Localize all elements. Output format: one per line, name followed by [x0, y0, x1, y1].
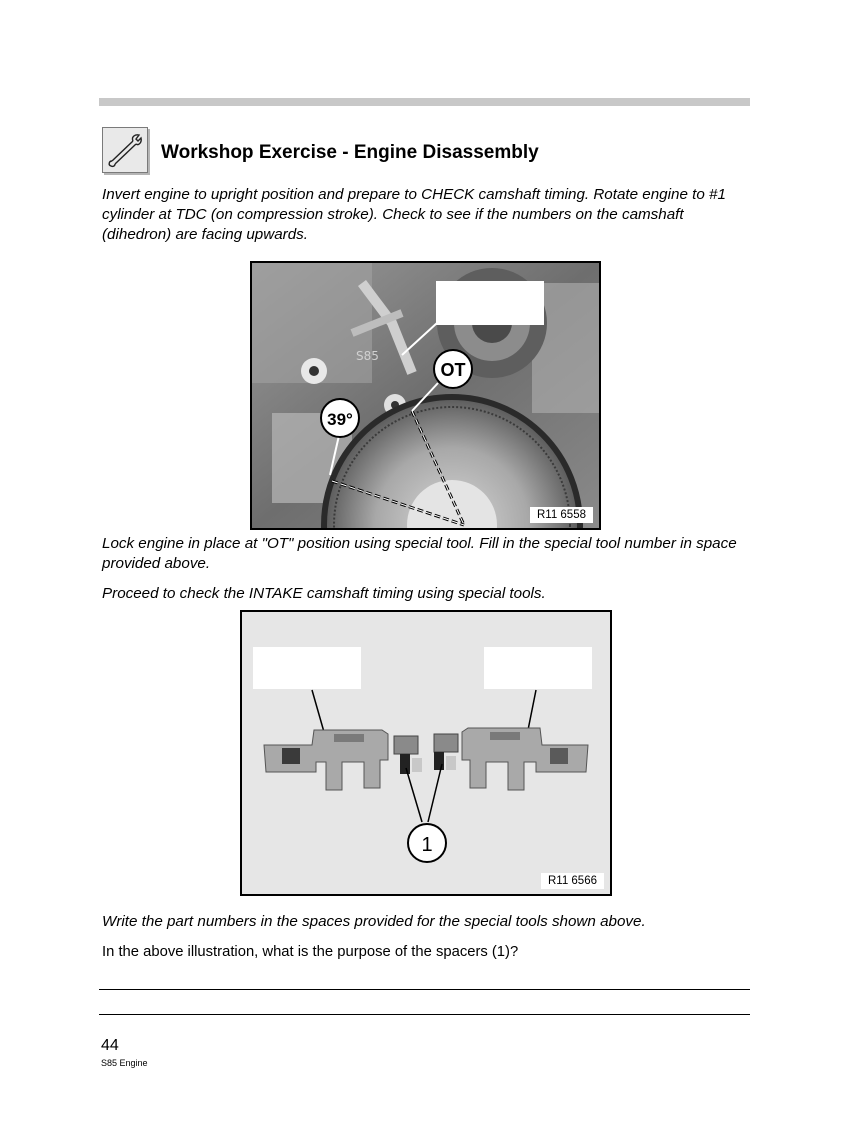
page-number: 44	[101, 1037, 119, 1054]
svg-text:1: 1	[421, 834, 433, 856]
instruction-intro: Invert engine to upright position and prepare to CHECK camshaft timing. Rotate engine to #1 cylinder at TDC (on compression stroke). Check to see if the numbers on the camshaft (dihedron) are facing upwards.	[102, 186, 726, 243]
answer-line-2	[99, 1014, 750, 1015]
wrench-icon	[102, 127, 148, 173]
engraving-text: S85	[356, 349, 379, 363]
footer-label: S85 Engine	[101, 1058, 148, 1068]
tool-number-blank	[436, 281, 544, 325]
callout-39-degrees	[321, 399, 359, 437]
special-tools-illustration	[242, 612, 610, 894]
header-rule	[99, 98, 750, 106]
callout-spacers-1	[408, 824, 446, 862]
engine-photo-illustration	[252, 263, 599, 528]
instruction-lock: Lock engine in place at "OT" position using special tool. Fill in the special tool number in space provided above.	[102, 535, 737, 572]
figure-code: R11 6566	[541, 873, 604, 889]
special-tools-photo	[240, 610, 612, 896]
answer-line-1	[99, 989, 750, 990]
instruction-proceed: Proceed to check the INTAKE camshaft timing using special tools.	[102, 585, 546, 602]
figure-code: R11 6558	[530, 507, 593, 523]
svg-text:OT: OT	[440, 360, 466, 380]
engine-timing-photo	[250, 261, 601, 530]
page-title: Workshop Exercise - Engine Disassembly	[161, 142, 539, 163]
instruction-write: Write the part numbers in the spaces provided for the special tools shown above.	[102, 913, 646, 930]
callout-ot	[434, 350, 472, 388]
question-spacers: In the above illustration, what is the purpose of the spacers (1)?	[102, 944, 519, 960]
svg-text:39°: 39°	[327, 410, 353, 429]
right-tool-number-blank	[484, 647, 592, 689]
left-tool-number-blank	[253, 647, 361, 689]
